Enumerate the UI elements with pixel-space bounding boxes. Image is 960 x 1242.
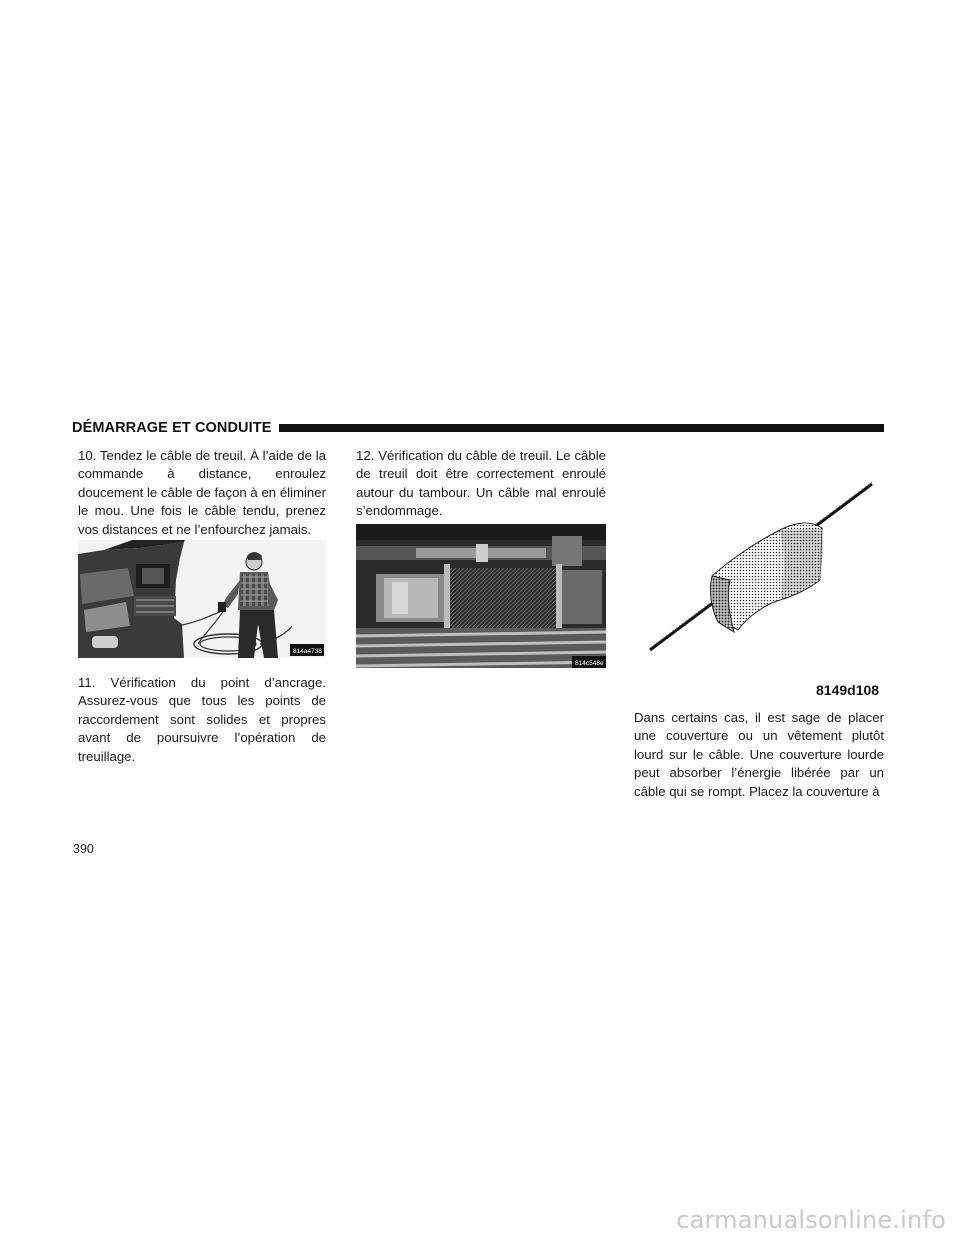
section-title: DÉMARRAGE ET CONDUITE bbox=[72, 420, 272, 436]
blanket-paragraph: Dans certains cas, il est sage de placer une couverture ou un vêtement plutôt lourd sur le câble. Une couverture lourde peut absorber l’énergie libérée par un câble qui se rompt. Placez la couverture à bbox=[634, 710, 884, 799]
winch-drum-photo bbox=[356, 524, 606, 668]
figure-2-code: 814c548e bbox=[575, 660, 604, 667]
section-header bbox=[72, 418, 884, 438]
truck-winch-remote-illustration bbox=[78, 540, 326, 658]
step-11-text: 11. Vérification du point d’ancrage. Assurez-vous que tous les points de raccordement sont solides et propres avant de poursuivre l’opération de treuillage. bbox=[78, 675, 326, 764]
figure-3-code: 8149d108 bbox=[816, 682, 880, 698]
page-number: 390 bbox=[73, 842, 94, 856]
figure-1-code: 814a4738 bbox=[293, 648, 322, 655]
step-12-text: 12. Vérification du câble de treuil. Le câble de treuil doit être correctement enroulé autour du tambour. Un câble mal enroulé s’endommage. bbox=[356, 448, 606, 519]
watermark-text: carmanualsonline.info bbox=[676, 1206, 946, 1234]
blanket-on-cable-illustration bbox=[634, 476, 884, 666]
header-rule bbox=[279, 424, 884, 432]
step-10-text: 10. Tendez le câble de treuil. À l’aide de la commande à distance, enroulez doucement le câble de façon à en éliminer le mou. Une fois le câble tendu, prenez vos distances et ne l’enfourchez jamais. bbox=[78, 448, 326, 537]
